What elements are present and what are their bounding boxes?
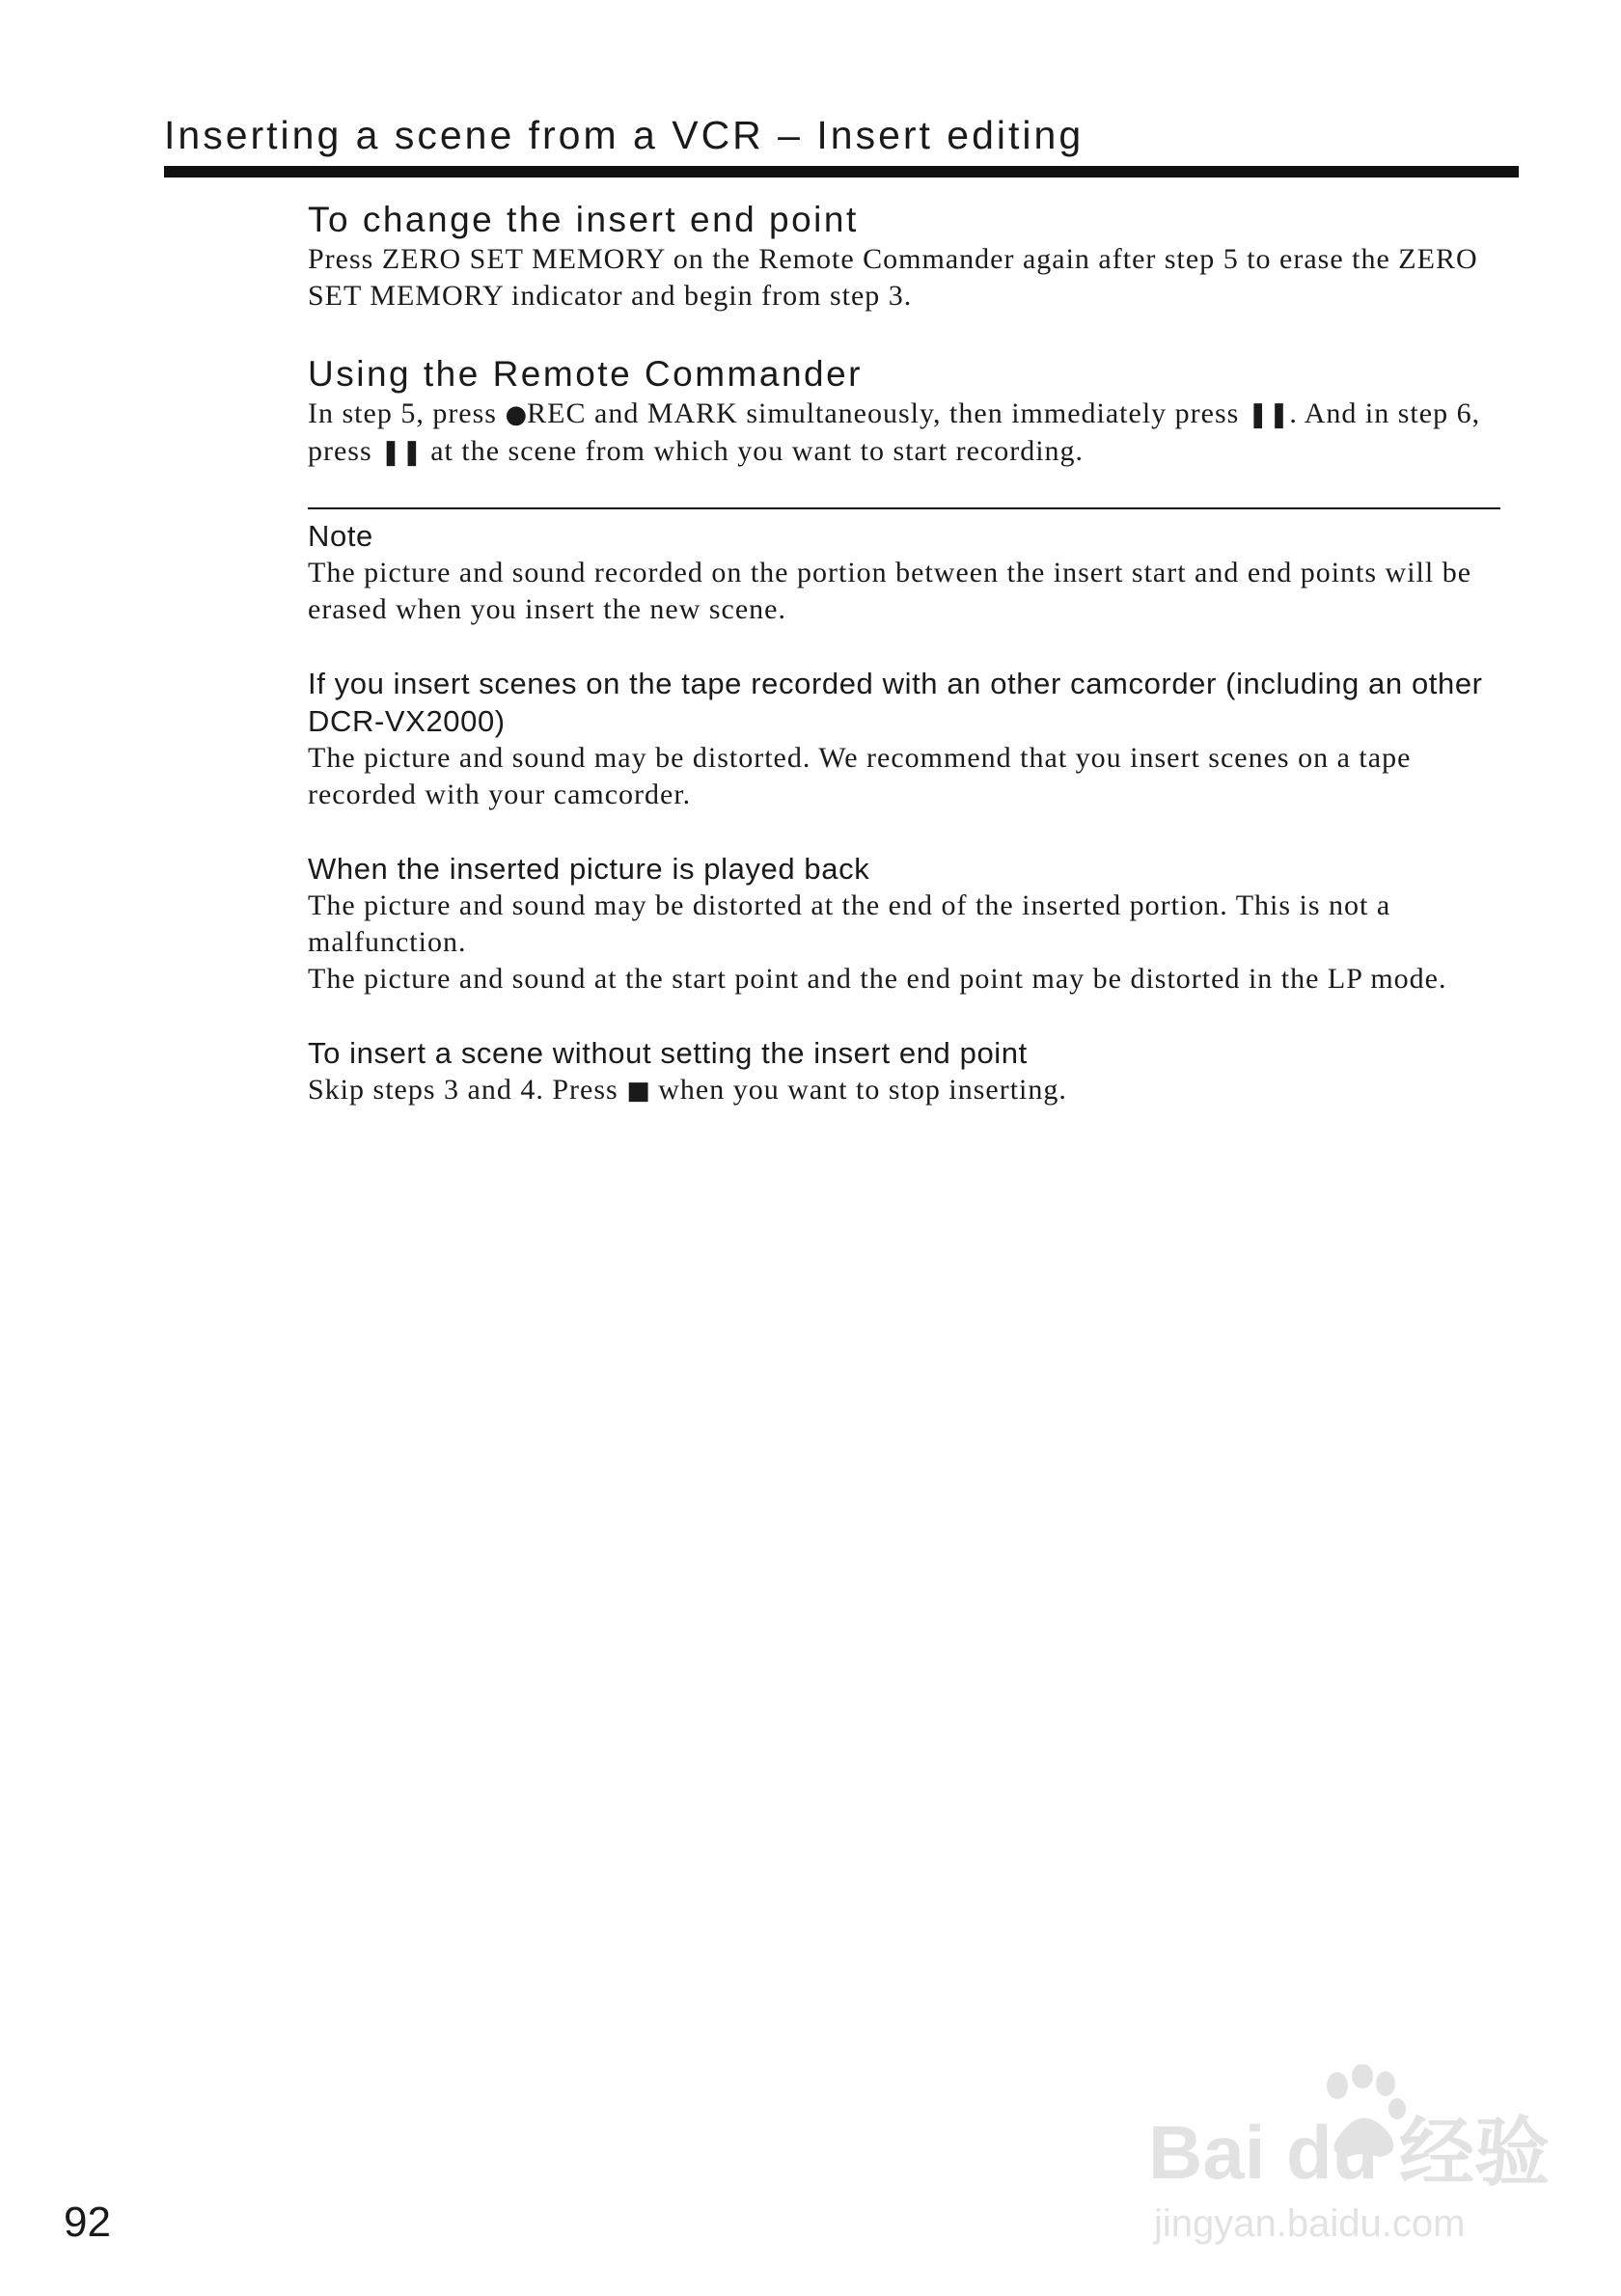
note-body: The picture and sound recorded on the portion between the insert start and end points will be erased when you insert the new scene. [308, 557, 1472, 625]
body-text-part: at the scene from which you want to start recording. [422, 435, 1085, 467]
header-rule [164, 166, 1519, 178]
note-subheading: To insert a scene without setting the insert end point [308, 1036, 1028, 1070]
watermark-brand: Bai du 经验 [1148, 2110, 1551, 2195]
page-content [308, 199, 1500, 1109]
section-remote-commander [308, 353, 1500, 471]
note-subbody [308, 1072, 1500, 1109]
page-header [164, 110, 1519, 178]
section-change-end-point [308, 199, 1500, 314]
page-title: Inserting a scene from a VCR – Insert editing [164, 113, 1085, 157]
baidu-watermark-icon [1148, 2064, 1553, 2248]
watermark-url: jingyan.baidu.com [1154, 2202, 1466, 2245]
note-block [308, 517, 1500, 628]
rec-icon: ● [505, 400, 528, 429]
note-played-back [308, 850, 1500, 998]
pause-icon: ❚❚ [1247, 400, 1290, 429]
body-text-part: In step 5, press [308, 397, 506, 429]
page-number: 92 [64, 2199, 111, 2246]
note-label: Note [308, 519, 373, 553]
note-rule [308, 507, 1500, 509]
note-subheading: When the inserted picture is played back [308, 852, 870, 886]
note-subbody: The picture and sound at the start point and the end point may be distorted in the LP mode. [308, 963, 1447, 995]
body-text-part: when you want to stop inserting. [649, 1074, 1067, 1106]
body-text-part: REC and MARK simultaneously, then immediately press [527, 397, 1248, 429]
section-body: Press ZERO SET MEMORY on the Remote Commander again after step 5 to erase the ZERO SET MEMORY indicator and begin from step 3. [308, 243, 1478, 312]
section-body [308, 396, 1500, 471]
pause-icon: ❚❚ [380, 438, 423, 467]
section-heading: Using the Remote Commander [308, 354, 863, 394]
note-subheading: If you insert scenes on the tape recorded with an other camcorder (including an other DCR-VX2000) [308, 667, 1483, 738]
note-subbody: The picture and sound may be distorted at the end of the inserted portion. This is not a malfunction. [308, 889, 1391, 958]
stop-icon: ■ [626, 1077, 650, 1106]
note-subbody: The picture and sound may be distorted. We recommend that you insert scenes on a tape recorded with your camcorder. [308, 742, 1412, 810]
body-text-part: . And in step 6, press [308, 397, 1481, 467]
body-text-part: Skip steps 3 and 4. Press [308, 1074, 627, 1106]
note-without-end-point [308, 1034, 1500, 1109]
section-heading: To change the insert end point [308, 200, 859, 239]
note-other-camcorder [308, 665, 1500, 813]
